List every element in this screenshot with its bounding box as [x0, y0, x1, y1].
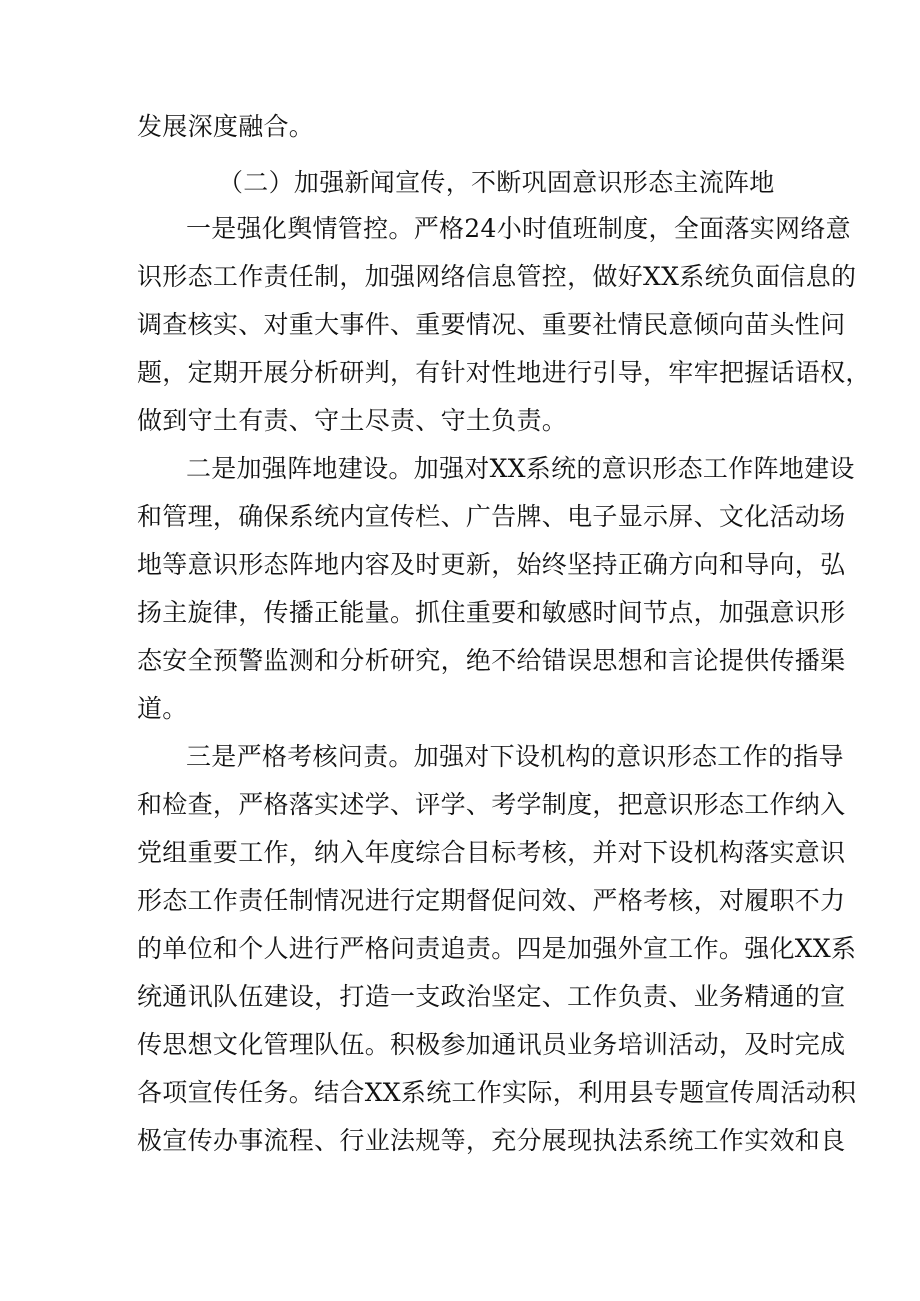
paragraph-line: 题，定期开展分析研判，有针对性地进行引导，牢牢把握话语权， — [137, 358, 871, 387]
paragraph-line: 态安全预警监测和分析研究，绝不给错误思想和言论提供传播渠 — [137, 646, 846, 675]
paragraph-line: 调查核实、对重大事件、重要情况、重要社情民意倾向苗头性问 — [137, 310, 846, 339]
section-heading: （二）加强新闻宣传，不断巩固意识形态主流阵地 — [218, 168, 775, 197]
paragraph-line: 形态工作责任制情况进行定期督促问效、严格考核，对履职不力 — [137, 886, 846, 915]
paragraph-line: 地等意识形态阵地内容及时更新，始终坚持正确方向和导向，弘 — [137, 550, 846, 579]
paragraph-line: 各项宣传任务。结合XX系统工作实际，利用县专题宣传周活动积 — [137, 1078, 857, 1107]
paragraph-line: 党组重要工作，纳入年度综合目标考核，并对下设机构落实意识 — [137, 838, 846, 867]
paragraph-line: 做到守土有责、守土尽责、守土负责。 — [137, 406, 568, 435]
paragraph-line: 统通讯队伍建设，打造一支政治坚定、工作负责、业务精通的宣 — [137, 982, 846, 1011]
paragraph-line: 二是加强阵地建设。加强对XX系统的意识形态工作阵地建设 — [186, 454, 855, 483]
paragraph-line: 传思想文化管理队伍。积极参加通讯员业务培训活动，及时完成 — [137, 1030, 846, 1059]
paragraph-line: 和管理，确保系统内宣传栏、广告牌、电子显示屏、文化活动场 — [137, 502, 846, 531]
paragraph-line: 道。 — [137, 694, 188, 723]
paragraph-line: 和检查，严格落实述学、评学、考学制度，把意识形态工作纳入 — [137, 790, 846, 819]
paragraph-line: 扬主旋律，传播正能量。抓住重要和敏感时间节点，加强意识形 — [137, 598, 846, 627]
paragraph-line: 识形态工作责任制，加强网络信息管控，做好XX系统负面信息的 — [137, 262, 857, 291]
paragraph-line: 一是强化舆情管控。严格24小时值班制度，全面落实网络意 — [186, 214, 851, 243]
paragraph-line: 极宣传办事流程、行业法规等，充分展现执法系统工作实效和良 — [137, 1126, 846, 1155]
text-line: 发展深度融合。 — [137, 112, 315, 141]
paragraph-line: 的单位和个人进行严格问责追责。四是加强外宣工作。强化XX系 — [137, 934, 857, 963]
paragraph-line: 三是严格考核问责。加强对下设机构的意识形态工作的指导 — [186, 742, 844, 771]
